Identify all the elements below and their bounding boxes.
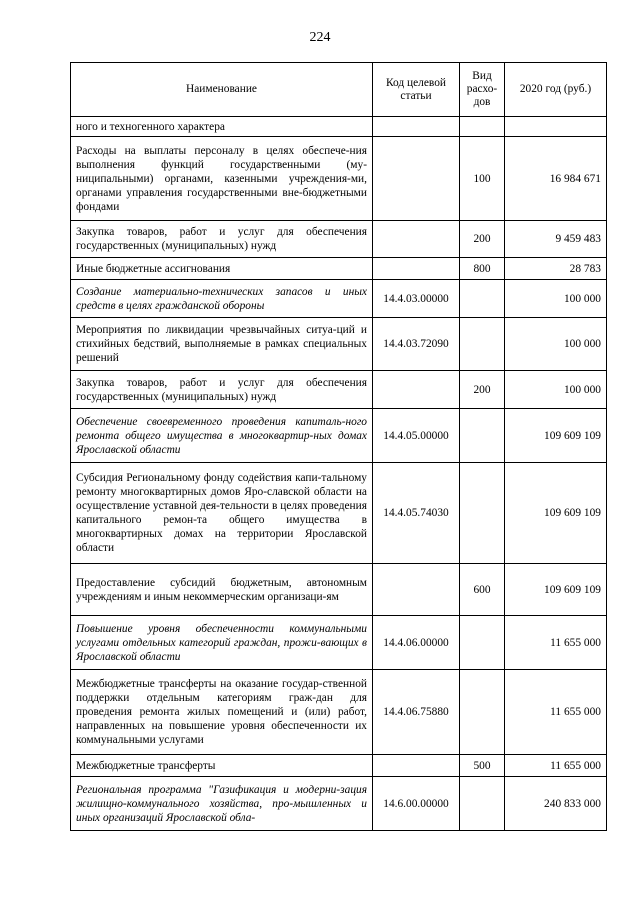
table-row	[71, 670, 607, 755]
table-row	[71, 409, 607, 463]
row-amount: 28 783	[505, 258, 607, 280]
table-row	[71, 137, 607, 221]
row-amount: 109 609 109	[505, 564, 607, 616]
row-code	[373, 564, 460, 616]
row-type: 600	[460, 564, 505, 616]
row-code	[373, 117, 460, 137]
row-code	[373, 755, 460, 777]
row-amount: 100 000	[505, 280, 607, 318]
row-code	[373, 371, 460, 409]
row-code: 14.4.03.72090	[373, 318, 460, 371]
row-name: Субсидия Региональному фонду содействия капи-тальному ремонту многоквартирных домов Яро-славской области на осуществление уставной дея-тельности в целях проведения капитального ремон-та общего имущества в многоквартирных домах на территории Ярославской области	[71, 463, 373, 564]
row-amount	[505, 117, 607, 137]
row-type	[460, 616, 505, 670]
header-code: Код целевой статьи	[373, 63, 460, 117]
row-name: Иные бюджетные ассигнования	[71, 258, 373, 280]
row-amount: 11 655 000	[505, 755, 607, 777]
row-code	[373, 137, 460, 221]
row-type	[460, 777, 505, 831]
row-code: 14.4.06.75880	[373, 670, 460, 755]
row-name: Межбюджетные трансферты на оказание государ-ственной поддержки отдельным категориям граж-дан для проведения ремонта жилых помещений и (или) работ, направленных на повышение уровня обеспеченности их коммунальными услугами	[71, 670, 373, 755]
row-type	[460, 409, 505, 463]
table-row	[71, 221, 607, 258]
row-name: Закупка товаров, работ и услуг для обеспечения государственных (муниципальных) нужд	[71, 221, 373, 258]
table-row	[71, 258, 607, 280]
row-type	[460, 670, 505, 755]
row-amount: 100 000	[505, 318, 607, 371]
row-type	[460, 463, 505, 564]
header-name: Наименование	[71, 63, 373, 117]
table-row	[71, 777, 607, 831]
table-header-row	[71, 63, 607, 117]
row-name: ного и техногенного характера	[71, 117, 373, 137]
row-amount: 109 609 109	[505, 463, 607, 564]
budget-table	[70, 62, 607, 831]
row-name: Обеспечение своевременного проведения капиталь-ного ремонта общего имущества в многоквартир-ных домах Ярославской области	[71, 409, 373, 463]
row-code: 14.4.06.00000	[373, 616, 460, 670]
row-type: 200	[460, 371, 505, 409]
row-amount: 9 459 483	[505, 221, 607, 258]
table-row	[71, 463, 607, 564]
row-amount: 240 833 000	[505, 777, 607, 831]
row-type: 200	[460, 221, 505, 258]
table-row	[71, 280, 607, 318]
row-code: 14.4.03.00000	[373, 280, 460, 318]
header-amount: 2020 год (руб.)	[505, 63, 607, 117]
row-type: 100	[460, 137, 505, 221]
row-name: Предоставление субсидий бюджетным, автономным учреждениям и иным некоммерческим организаци-ям	[71, 564, 373, 616]
row-amount: 100 000	[505, 371, 607, 409]
row-amount: 109 609 109	[505, 409, 607, 463]
row-type	[460, 280, 505, 318]
row-code: 14.4.05.74030	[373, 463, 460, 564]
table-row	[71, 318, 607, 371]
table-row	[71, 616, 607, 670]
row-code: 14.6.00.00000	[373, 777, 460, 831]
row-name: Расходы на выплаты персоналу в целях обеспече-ния выполнения функций государственными (му-ниципальными) органами, казенными учреждения-ми, органами управления государственными вне-бюджетными фондами	[71, 137, 373, 221]
table-row	[71, 564, 607, 616]
row-type: 800	[460, 258, 505, 280]
row-name: Закупка товаров, работ и услуг для обеспечения государственных (муниципальных) нужд	[71, 371, 373, 409]
row-code: 14.4.05.00000	[373, 409, 460, 463]
row-name: Региональная программа "Газификация и модерни-зация жилищно-коммунального хозяйства, про-мышленных и иных организаций Ярославской обла-	[71, 777, 373, 831]
row-type: 500	[460, 755, 505, 777]
header-type: Вид расхо-дов	[460, 63, 505, 117]
row-amount: 11 655 000	[505, 670, 607, 755]
page-number: 224	[309, 30, 331, 45]
row-name: Мероприятия по ликвидации чрезвычайных ситуа-ций и стихийных бедствий, выполняемые в рамках специальных решений	[71, 318, 373, 371]
row-amount: 11 655 000	[505, 616, 607, 670]
row-type	[460, 117, 505, 137]
row-name: Повышение уровня обеспеченности коммунальными услугами отдельных категорий граждан, прожи-вающих в Ярославской области	[71, 616, 373, 670]
table-row	[71, 755, 607, 777]
row-name: Межбюджетные трансферты	[71, 755, 373, 777]
row-code	[373, 258, 460, 280]
row-name: Создание материально-технических запасов и иных средств в целях гражданской обороны	[71, 280, 373, 318]
row-amount: 16 984 671	[505, 137, 607, 221]
table-row	[71, 117, 607, 137]
row-type	[460, 318, 505, 371]
row-code	[373, 221, 460, 258]
table-row	[71, 371, 607, 409]
